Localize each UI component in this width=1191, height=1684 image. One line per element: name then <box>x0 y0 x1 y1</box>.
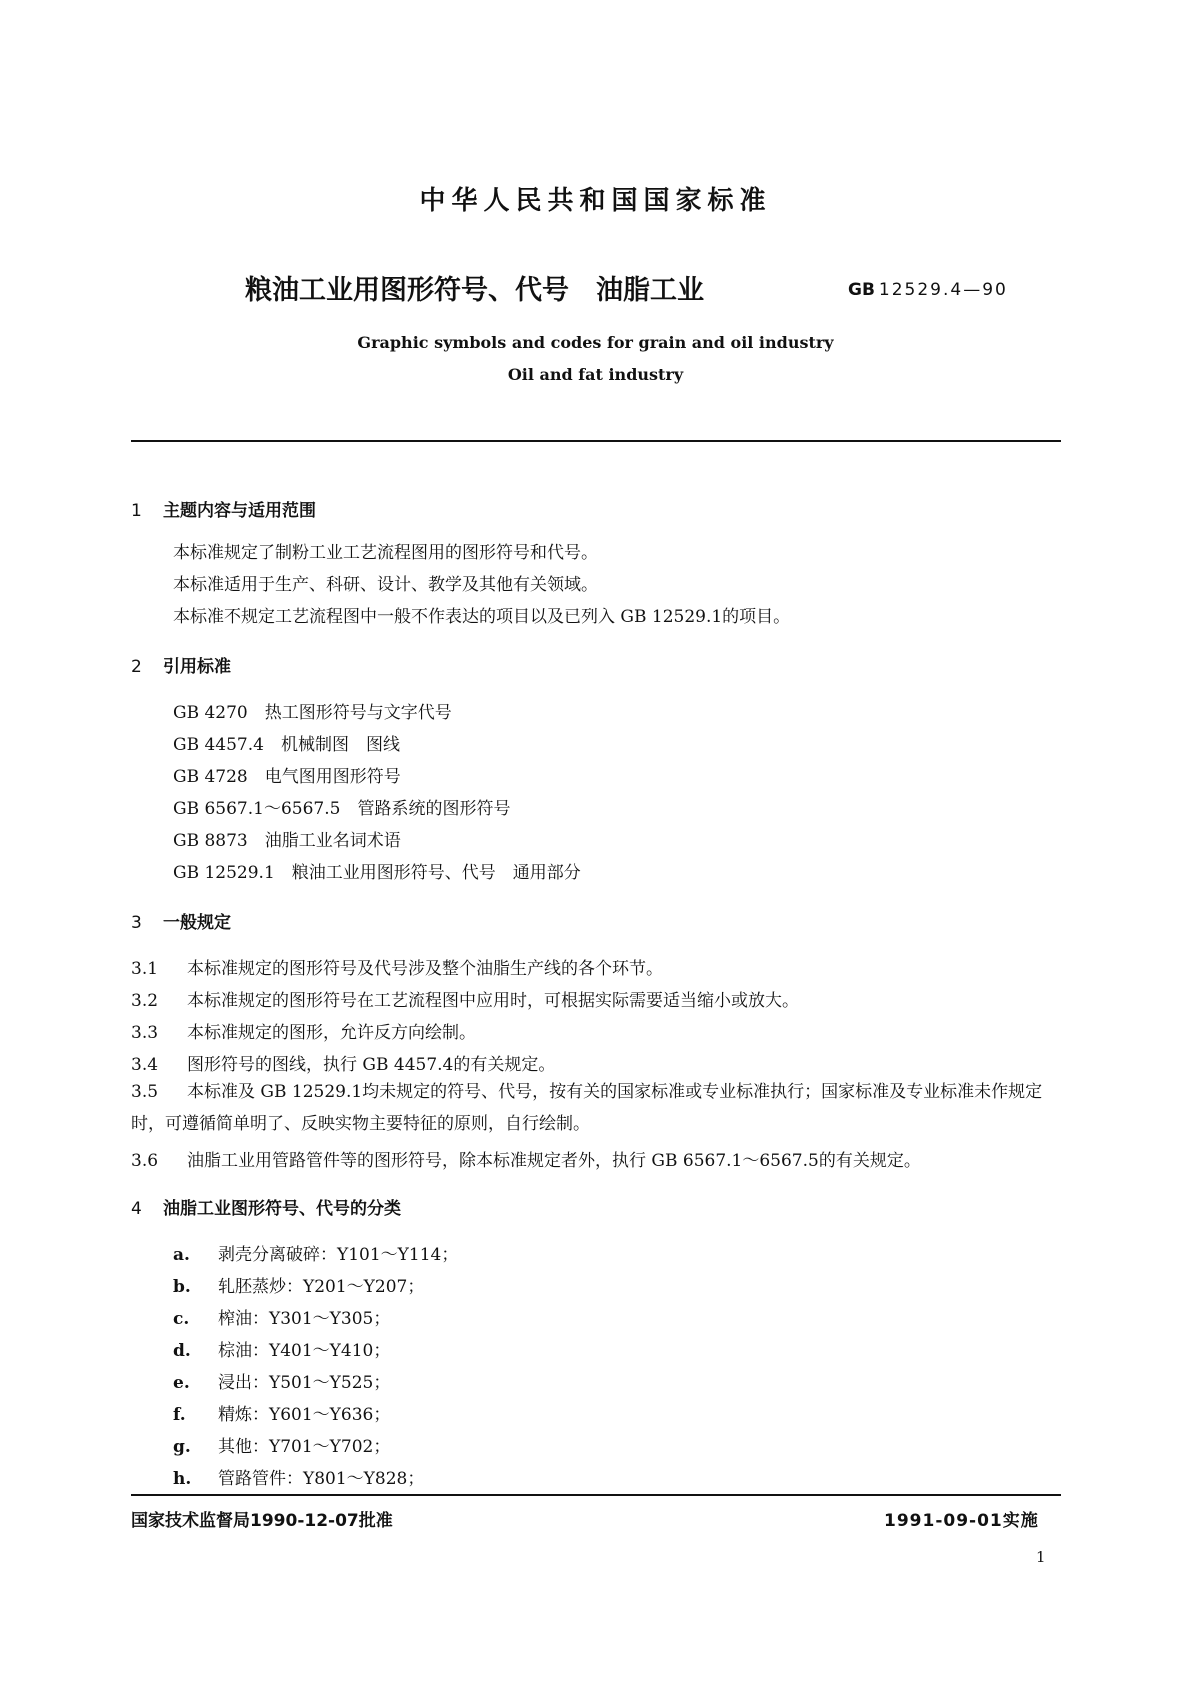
clause-number: 3.1 <box>131 959 159 979</box>
clause-number: 3.2 <box>131 991 159 1011</box>
clause-number: 3.4 <box>131 1055 159 1075</box>
reference-item: GB 8873 油脂工业名词术语 <box>173 831 401 851</box>
clause <box>131 1018 476 1043</box>
clause-number: 3.5 <box>131 1082 159 1102</box>
clause-number: 3.3 <box>131 1023 159 1043</box>
clause-number: 3.6 <box>131 1151 159 1171</box>
national-standard-header: 中华人民共和国国家标准 <box>419 186 772 216</box>
clause-text: 油脂工业用管路管件等的图形符号，除本标准规定者外，执行 GB 6567.1～6567.5的有关规定。 <box>187 1151 921 1171</box>
reference-item: GB 12529.1 粮油工业用图形符号、代号 通用部分 <box>173 863 581 883</box>
clause <box>131 1146 921 1171</box>
section-heading-1 <box>131 496 316 521</box>
list-item <box>173 1272 424 1297</box>
section-title: 油脂工业图形符号、代号的分类 <box>163 1199 401 1219</box>
list-letter: b. <box>173 1277 191 1297</box>
list-letter: h. <box>173 1469 192 1489</box>
list-item <box>173 1304 390 1329</box>
clause <box>131 1050 555 1075</box>
paragraph: 本标准适用于生产、科研、设计、教学及其他有关领域。 <box>173 575 598 595</box>
section-number: 2 <box>131 657 142 677</box>
list-text: 精炼：Y601～Y636； <box>218 1405 391 1425</box>
list-letter: a. <box>173 1245 190 1265</box>
clause <box>131 1076 1061 1140</box>
clause-text: 本标准规定的图形符号及代号涉及整个油脂生产线的各个环节。 <box>187 959 663 979</box>
list-item <box>173 1368 390 1393</box>
list-text: 浸出：Y501～Y525； <box>218 1373 391 1393</box>
clause-text: 本标准规定的图形符号在工艺流程图中应用时，可根据实际需要适当缩小或放大。 <box>187 991 799 1011</box>
section-title: 引用标准 <box>163 657 231 677</box>
paragraph: 本标准规定了制粉工业工艺流程图用的图形符号和代号。 <box>173 543 598 563</box>
reference-item: GB 4728 电气图用图形符号 <box>173 767 401 787</box>
footer-divider <box>131 1494 1061 1496</box>
clause <box>131 986 799 1011</box>
header-divider <box>131 440 1061 442</box>
english-title-line-2: Oil and fat industry <box>507 365 684 384</box>
reference-item: GB 4270 热工图形符号与文字代号 <box>173 703 452 723</box>
paragraph: 本标准不规定工艺流程图中一般不作表达的项目以及已列入 GB 12529.1的项目。 <box>173 607 791 627</box>
list-text: 轧胚蒸炒：Y201～Y207； <box>218 1277 425 1297</box>
list-item <box>173 1432 390 1457</box>
list-letter: f. <box>173 1405 186 1425</box>
approval-date: 国家技术监督局1990-12-07批准 <box>131 1511 393 1531</box>
list-text: 棕油：Y401～Y410； <box>218 1341 391 1361</box>
clause <box>131 954 663 979</box>
section-heading-2 <box>131 652 231 677</box>
list-item <box>173 1464 424 1489</box>
clause-text: 本标准规定的图形，允许反方向绘制。 <box>187 1023 476 1043</box>
standard-code-prefix: GB <box>848 280 875 300</box>
list-text: 榨油：Y301～Y305； <box>218 1309 391 1329</box>
section-title: 一般规定 <box>163 913 231 933</box>
clause-text: 图形符号的图线，执行 GB 4457.4的有关规定。 <box>187 1055 556 1075</box>
list-letter: c. <box>173 1309 190 1329</box>
list-item <box>173 1400 390 1425</box>
section-heading-3 <box>131 908 231 933</box>
effective-date: 1991-09-01实施 <box>884 1511 1039 1531</box>
list-letter: d. <box>173 1341 191 1361</box>
section-number: 1 <box>131 501 142 521</box>
list-text: 管路管件：Y801～Y828； <box>218 1469 425 1489</box>
reference-item: GB 4457.4 机械制图 图线 <box>173 735 400 755</box>
section-heading-4 <box>131 1194 401 1219</box>
clause-text: 本标准及 GB 12529.1均未规定的符号、代号，按有关的国家标准或专业标准执行；国家标准及专业标准未作规定时，可遵循简单明了、反映实物主要特征的原则，自行绘制。 <box>131 1082 1043 1134</box>
list-text: 剥壳分离破碎：Y101～Y114； <box>218 1245 459 1265</box>
section-number: 4 <box>131 1199 142 1219</box>
standard-code <box>848 280 1008 300</box>
section-title: 主题内容与适用范围 <box>163 501 316 521</box>
page-number: 1 <box>1036 1548 1046 1566</box>
list-letter: e. <box>173 1373 190 1393</box>
list-item <box>173 1336 390 1361</box>
document-title: 粮油工业用图形符号、代号 油脂工业 <box>245 275 704 306</box>
reference-item: GB 6567.1～6567.5 管路系统的图形符号 <box>173 799 511 819</box>
list-item <box>173 1240 458 1265</box>
english-title-line-1: Graphic symbols and codes for grain and oil industry <box>357 333 834 352</box>
list-text: 其他：Y701～Y702； <box>218 1437 391 1457</box>
section-number: 3 <box>131 913 142 933</box>
list-letter: g. <box>173 1437 191 1457</box>
standard-code-number: 12529.4—90 <box>878 280 1008 300</box>
